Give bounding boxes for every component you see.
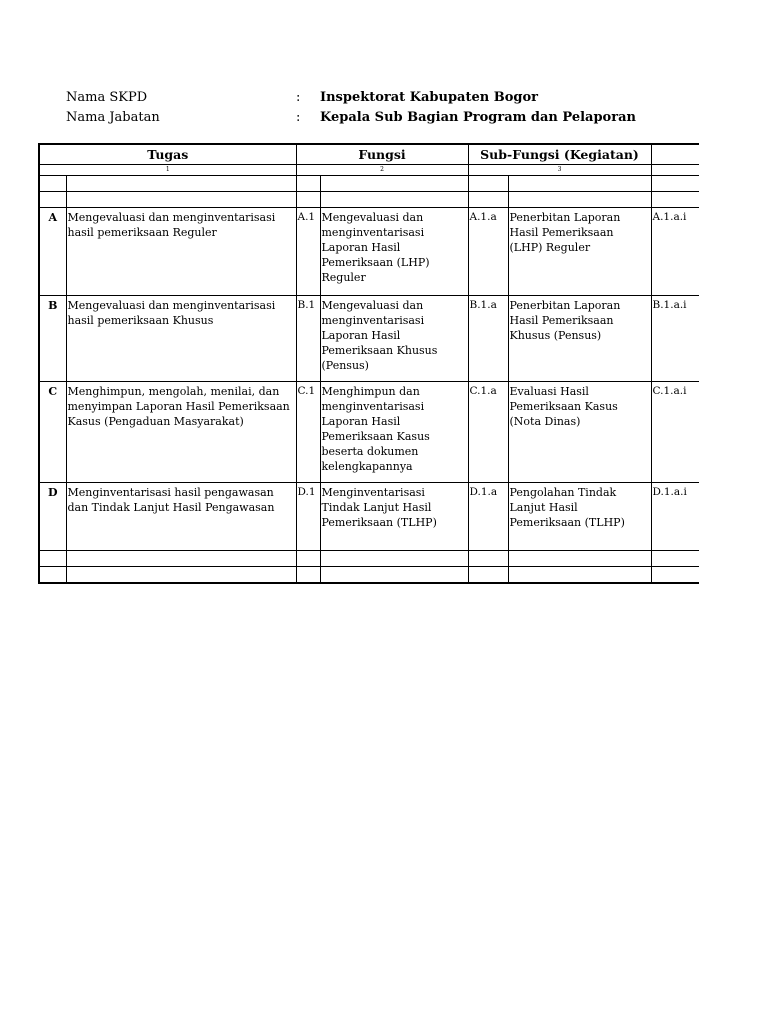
skpd-colon: :: [296, 90, 301, 105]
blank-row: [39, 550, 699, 566]
table-row: [39, 381, 699, 482]
subfungsi-cell: Penerbitan Laporan Hasil Pemeriksaan (LHP) Reguler: [508, 207, 651, 295]
column-number-row: [39, 164, 699, 175]
next-level-code: C.1.a.i: [651, 381, 699, 482]
fungsi-cell: Mengevaluasi dan menginventarisasi Laporan Hasil Pemeriksaan Khusus (Pensus): [320, 295, 468, 381]
next-level-code: D.1.a.i: [651, 482, 699, 550]
skpd-label: Nama SKPD: [66, 90, 148, 105]
next-level-code: A.1.a.i: [651, 207, 699, 295]
blank-row: [39, 191, 699, 207]
column-number-2: 2: [296, 164, 468, 175]
subfungsi-cell: Penerbitan Laporan Hasil Pemeriksaan Khusus (Pensus): [508, 295, 651, 381]
table-header-row: [39, 144, 699, 164]
blank-row: [39, 175, 699, 191]
subfungsi-cell: Evaluasi Hasil Pemeriksaan Kasus (Nota Dinas): [508, 381, 651, 482]
task-function-table: [38, 143, 699, 584]
column-header-next: [651, 144, 699, 164]
subfungsi-code: D.1.a: [468, 482, 508, 550]
column-number-1: 1: [39, 164, 296, 175]
column-header-fungsi: Fungsi: [296, 144, 468, 164]
tugas-cell: Mengevaluasi dan menginventarisasi hasil pemeriksaan Khusus: [66, 295, 296, 381]
table-row: [39, 482, 699, 550]
subfungsi-code: C.1.a: [468, 381, 508, 482]
subfungsi-cell: Pengolahan Tindak Lanjut Hasil Pemeriksaan (TLHP): [508, 482, 651, 550]
row-letter: D: [39, 482, 66, 550]
column-header-tugas: Tugas: [39, 144, 296, 164]
next-level-code: B.1.a.i: [651, 295, 699, 381]
subfungsi-code: B.1.a: [468, 295, 508, 381]
fungsi-cell: Menginventarisasi Tindak Lanjut Hasil Pemeriksaan (TLHP): [320, 482, 468, 550]
jabatan-label: Nama Jabatan: [66, 110, 160, 125]
fungsi-code: D.1: [296, 482, 320, 550]
skpd-value: Inspektorat Kabupaten Bogor: [320, 90, 538, 105]
tugas-cell: Menginventarisasi hasil pengawasan dan Tindak Lanjut Hasil Pengawasan: [66, 482, 296, 550]
table-row: [39, 207, 699, 295]
subfungsi-code: A.1.a: [468, 207, 508, 295]
fungsi-code: A.1: [296, 207, 320, 295]
row-letter: A: [39, 207, 66, 295]
table-row: [39, 295, 699, 381]
column-header-subfungsi: Sub-Fungsi (Kegiatan): [468, 144, 651, 164]
jabatan-value: Kepala Sub Bagian Program dan Pelaporan: [320, 110, 636, 125]
fungsi-code: C.1: [296, 381, 320, 482]
fungsi-cell: Menghimpun dan menginventarisasi Laporan Hasil Pemeriksaan Kasus beserta dokumen kelengkapannya: [320, 381, 468, 482]
blank-row: [39, 566, 699, 583]
row-letter: C: [39, 381, 66, 482]
jabatan-colon: :: [296, 110, 301, 125]
row-letter: B: [39, 295, 66, 381]
tugas-cell: Mengevaluasi dan menginventarisasi hasil pemeriksaan Reguler: [66, 207, 296, 295]
tugas-cell: Menghimpun, mengolah, menilai, dan menyimpan Laporan Hasil Pemeriksaan Kasus (Pengaduan Masyarakat): [66, 381, 296, 482]
column-number-3: 3: [468, 164, 651, 175]
fungsi-code: B.1: [296, 295, 320, 381]
fungsi-cell: Mengevaluasi dan menginventarisasi Laporan Hasil Pemeriksaan (LHP) Reguler: [320, 207, 468, 295]
